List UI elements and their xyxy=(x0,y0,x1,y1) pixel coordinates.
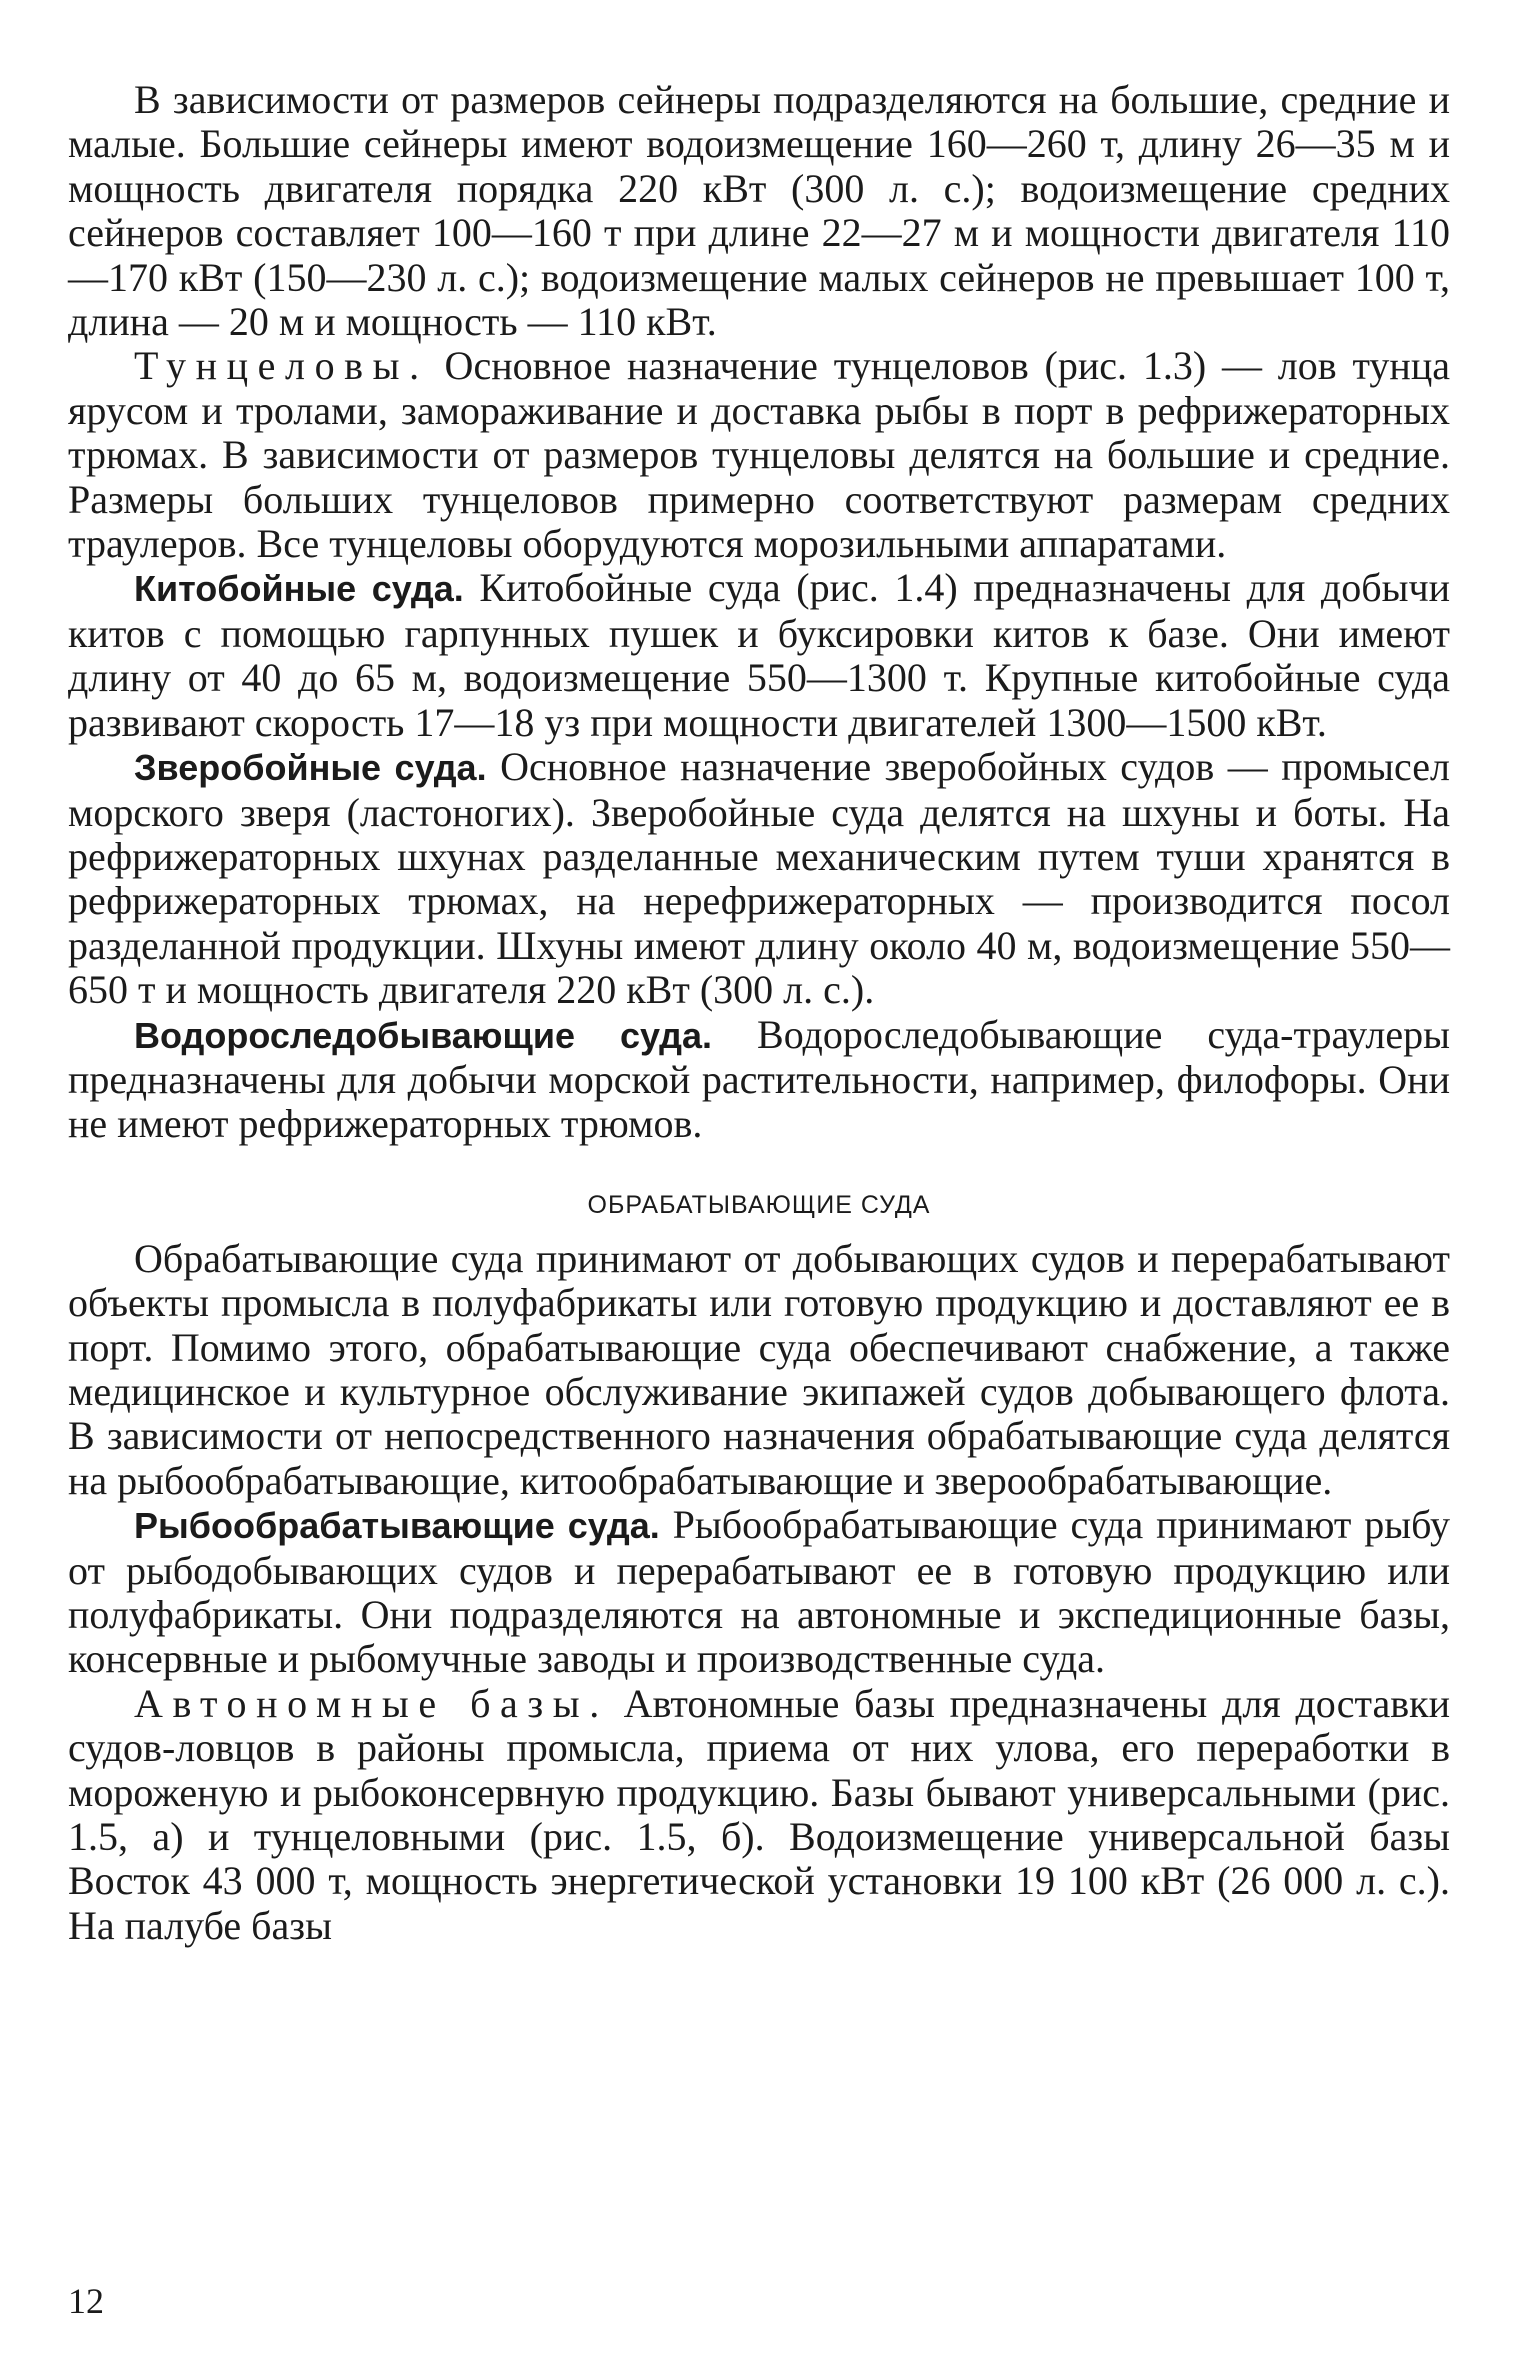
paragraph-lead: Рыбообрабатывающие суда. xyxy=(134,1505,660,1547)
paragraph-text: Основное назначение тунцеловов (рис. 1.3) — лов тунца ярусом и тролами, замораживание и доставка рыбы в порт в рефрижераторных трюмах. В зависимости от размеров тунцеловы делятся на большие и средние. Размеры больших тунцеловов примерно соответствуют размерам средних траулеров. Все тунцеловы оборудуются морозильными аппаратами. xyxy=(68,343,1450,567)
paragraph-text: Рыбообрабатывающие суда принимают рыбу от рыбодобывающих судов и перерабатывают ее в готовую продукцию или полуфабрикаты. Они подразделяются на автономные и экспедиционные базы, консервные и рыбомучные заводы и производственные суда. xyxy=(68,1502,1450,1682)
paragraph-text: Обрабатывающие суда принимают от добывающих судов и перерабатывают объекты промысла в полуфабрикаты или готовую продукцию и доставляют ее в порт. Помимо этого, обрабатывающие суда обеспечивают снабжение, а также медицинское и культурное обслуживание экипажей судов добывающего флота. В зависимости от непосредственного назначения обрабатывающие суда делятся на рыбообрабатывающие, китообрабатывающие и зверообрабатывающие. xyxy=(68,1235,1450,1503)
paragraph-fish-processing xyxy=(68,1503,1450,1682)
paragraph-text: Водороследобывающие суда-траулеры предназначены для добычи морской растительности, например, филофоры. Они не имеют рефрижераторных трюмов. xyxy=(68,1011,1450,1147)
paragraph-processing-intro xyxy=(68,1237,1450,1503)
paragraph-text: Китобойные суда (рис. 1.4) предназначены для добычи китов с помощью гарпунных пушек и буксировки китов к базе. Они имеют длину от 40 до 65 м, водоизмещение 550—1300 т. Крупные китобойные суда развивают скорость 17—18 уз при мощности двигателей 1300—1500 кВт. xyxy=(68,565,1450,745)
paragraph-tuna-vessels xyxy=(68,344,1450,566)
paragraph-lead: Китобойные суда. xyxy=(134,568,464,610)
paragraph-seaweed-vessels xyxy=(68,1013,1450,1147)
paragraph-lead: Тунцеловы. xyxy=(134,343,429,389)
page-number: 12 xyxy=(68,2281,104,2321)
section-heading: ОБРАБАТЫВАЮЩИЕ СУДА xyxy=(587,1190,931,1219)
page-body xyxy=(68,78,1450,1948)
paragraph-lead: Зверобойные суда. xyxy=(134,747,487,789)
paragraph-text: В зависимости от размеров сейнеры подразделяются на большие, средние и малые. Большие сейнеры имеют водоизмещение 160—260 т, длину 26—35 м и мощность двигателя порядка 220 кВт (300 л. с.); водоизмещение средних сейнеров составляет 100—160 т при длине 22—27 м и мощности двигателя 110—170 кВт (150—230 л. с.); водоизмещение малых сейнеров не превышает 100 т, длина — 20 м и мощность — 110 кВт. xyxy=(68,77,1450,345)
paragraph-whaling-vessels xyxy=(68,566,1450,745)
paragraph-sealing-vessels xyxy=(68,745,1450,1012)
paragraph-seiner-sizes xyxy=(68,78,1450,344)
paragraph-lead: Водороследобывающие суда. xyxy=(134,1014,713,1056)
paragraph-text: Автономные базы предназначены для доставки судов-ловцов в районы промысла, приема от них улова, его переработки в мороженую и рыбоконсервную продукцию. Базы бывают универсальными (рис. 1.5, а) и тунцеловными (рис. 1.5, б). Водоизмещение универсальной базы Восток 43 000 т, мощность энергетической установки 19 100 кВт (26 000 л. с.). На палубе базы xyxy=(68,1680,1451,1948)
paragraph-autonomous-bases xyxy=(68,1682,1450,1948)
paragraph-lead: Автономные базы. xyxy=(134,1680,609,1726)
paragraph-text: Основное назначение зверобойных судов — промысел морского зверя (ластоногих). Зверобойные суда делятся на шхуны и боты. На рефрижераторных шхунах разделанные механическим путем туши хранятся в рефрижераторных трюмах, на нерефрижераторных — производится посол разделанной продукции. Шхуны имеют длину около 40 м, водоизмещение 550—650 т и мощность двигателя 220 кВт (300 л. с.). xyxy=(68,744,1450,1013)
